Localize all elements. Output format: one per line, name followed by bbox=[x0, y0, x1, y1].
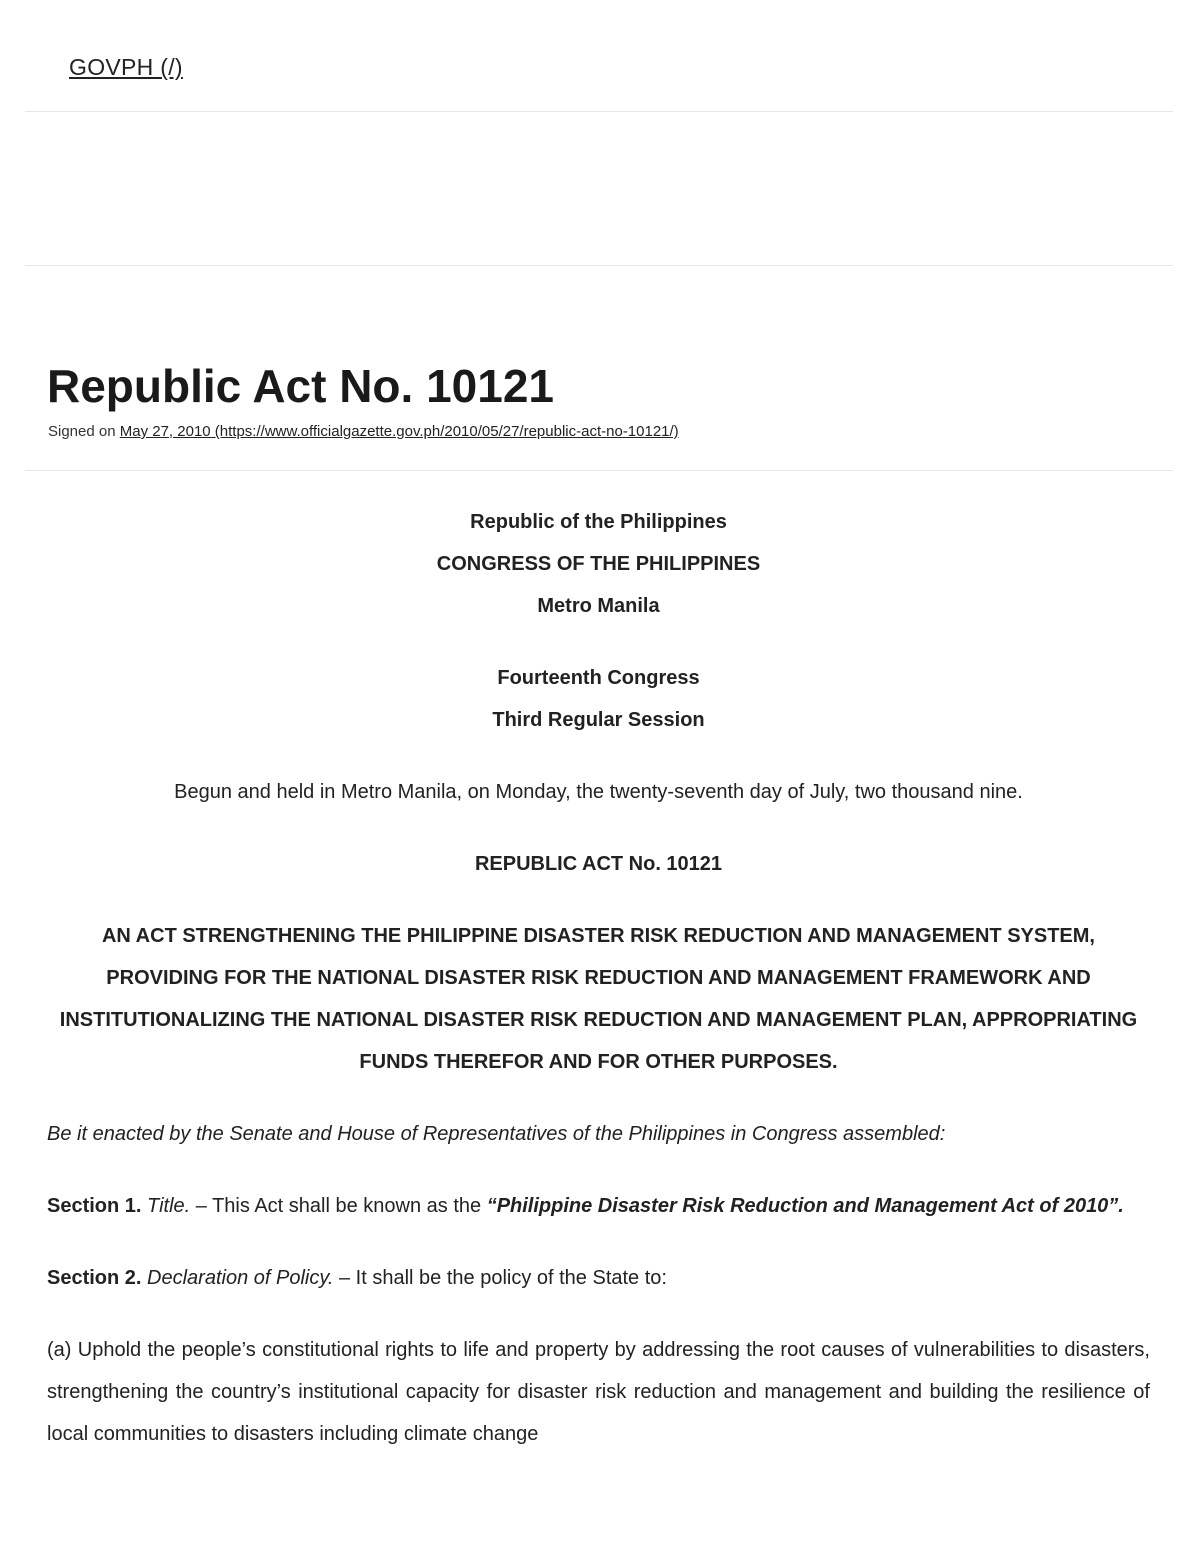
section-2-text: – It shall be the policy of the State to: bbox=[333, 1267, 667, 1289]
republic-heading: Republic of the Philippines bbox=[470, 511, 727, 533]
govph-home-link[interactable]: GOVPH (/) bbox=[69, 54, 183, 80]
section-1-short-title: “Philippine Disaster Risk Reduction and Management Act of 2010”. bbox=[486, 1195, 1124, 1217]
document-body bbox=[47, 501, 1150, 1455]
section-2-label: Section 2. bbox=[47, 1267, 142, 1289]
act-title: AN ACT STRENGTHENING THE PHILIPPINE DISASTER RISK REDUCTION AND MANAGEMENT SYSTEM, PROVIDING FOR THE NATIONAL DISASTER RISK REDUCTION AND MANAGEMENT FRAMEWORK AND INSTITUTIONALIZING THE NATIONAL DISASTER RISK REDUCTION AND MANAGEMENT PLAN, APPROPRIATING FUNDS THEREFOR AND FOR OTHER PURPOSES. bbox=[59, 925, 1138, 1073]
section-1-heading: Title. bbox=[147, 1195, 191, 1217]
act-number: REPUBLIC ACT No. 10121 bbox=[474, 853, 723, 875]
signed-date-link[interactable]: May 27, 2010 (https://www.officialgazette.gov.ph/2010/05/27/republic-act-no-10121/) bbox=[119, 423, 679, 440]
signed-date bbox=[48, 423, 679, 441]
location-heading: Metro Manila bbox=[537, 595, 660, 617]
congress-number: Fourteenth Congress bbox=[497, 667, 700, 689]
section-1-text: – This Act shall be known as the bbox=[190, 1195, 487, 1217]
divider bbox=[25, 470, 1173, 471]
signed-prefix: Signed on bbox=[48, 423, 120, 440]
section-1-label: Section 1. bbox=[47, 1195, 142, 1217]
divider bbox=[25, 111, 1173, 112]
enacting-clause: Be it enacted by the Senate and House of Representatives of the Philippines in Congress assembled: bbox=[47, 1123, 946, 1145]
begun-statement: Begun and held in Metro Manila, on Monday, the twenty-seventh day of July, two thousand nine. bbox=[174, 781, 1023, 803]
clause-a: (a) Uphold the people’s constitutional rights to life and property by addressing the root causes of vulnerabilities to disasters, strengthening the country’s institutional capacity for disaster risk reduction and management and building the resilience of local communities to disasters including climate change bbox=[47, 1339, 1150, 1445]
page-title: Republic Act No. 10121 bbox=[47, 360, 555, 412]
section-1 bbox=[47, 1185, 1150, 1227]
section-2-heading: Declaration of Policy. bbox=[147, 1267, 334, 1289]
divider bbox=[25, 265, 1173, 266]
session-name: Third Regular Session bbox=[492, 709, 705, 731]
congress-heading: CONGRESS OF THE PHILIPPINES bbox=[436, 553, 761, 575]
section-2 bbox=[47, 1257, 1150, 1299]
